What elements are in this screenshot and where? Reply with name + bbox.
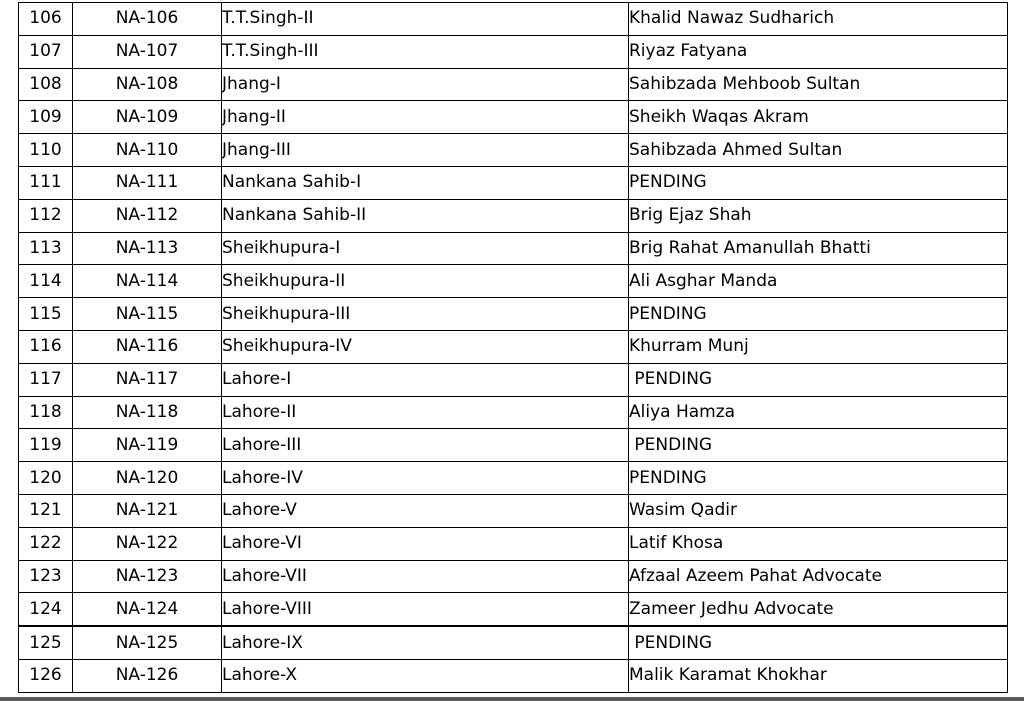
candidate-name-cell: PENDING: [629, 363, 1008, 396]
candidate-name-cell: Khurram Munj: [629, 330, 1008, 363]
serial-number-cell: 123: [19, 560, 73, 593]
constituency-code-cell: NA-115: [73, 298, 222, 331]
serial-number-cell: 109: [19, 101, 73, 134]
constituency-name-cell: Jhang-II: [222, 101, 629, 134]
constituency-name-cell: Lahore-IX: [222, 626, 629, 659]
candidate-name-cell: Malik Karamat Khokhar: [629, 659, 1008, 692]
constituency-name-cell: Sheikhupura-II: [222, 265, 629, 298]
table-row: [19, 462, 1008, 495]
candidate-name-cell: Khalid Nawaz Sudharich: [629, 3, 1008, 36]
constituency-code-cell: NA-111: [73, 166, 222, 199]
constituency-code-cell: NA-108: [73, 68, 222, 101]
serial-number-cell: 121: [19, 494, 73, 527]
constituency-code-cell: NA-107: [73, 35, 222, 68]
candidate-name-cell: Brig Rahat Amanullah Bhatti: [629, 232, 1008, 265]
serial-number-cell: 119: [19, 429, 73, 462]
candidate-name-cell: Brig Ejaz Shah: [629, 199, 1008, 232]
table-row: [19, 3, 1008, 36]
constituency-name-cell: Jhang-I: [222, 68, 629, 101]
constituency-code-cell: NA-122: [73, 527, 222, 560]
constituency-name-cell: Lahore-VIII: [222, 593, 629, 626]
table-row: [19, 494, 1008, 527]
serial-number-cell: 116: [19, 330, 73, 363]
constituency-code-cell: NA-119: [73, 429, 222, 462]
table-row: [19, 396, 1008, 429]
constituency-code-cell: NA-123: [73, 560, 222, 593]
candidates-table: [18, 2, 1008, 693]
candidate-name-cell: Riyaz Fatyana: [629, 35, 1008, 68]
table-row: [19, 134, 1008, 167]
constituency-code-cell: NA-118: [73, 396, 222, 429]
constituency-name-cell: Lahore-VI: [222, 527, 629, 560]
table-row: [19, 199, 1008, 232]
serial-number-cell: 122: [19, 527, 73, 560]
constituency-code-cell: NA-124: [73, 593, 222, 626]
candidate-name-cell: PENDING: [629, 626, 1008, 659]
candidate-name-cell: Wasim Qadir: [629, 494, 1008, 527]
constituency-code-cell: NA-121: [73, 494, 222, 527]
constituency-code-cell: NA-113: [73, 232, 222, 265]
serial-number-cell: 118: [19, 396, 73, 429]
constituency-code-cell: NA-114: [73, 265, 222, 298]
constituency-code-cell: NA-117: [73, 363, 222, 396]
serial-number-cell: 110: [19, 134, 73, 167]
table-row: [19, 166, 1008, 199]
table-row: [19, 659, 1008, 692]
serial-number-cell: 114: [19, 265, 73, 298]
table-row: [19, 527, 1008, 560]
table-row: [19, 68, 1008, 101]
constituency-name-cell: Lahore-III: [222, 429, 629, 462]
serial-number-cell: 120: [19, 462, 73, 495]
constituency-code-cell: NA-106: [73, 3, 222, 36]
constituency-name-cell: T.T.Singh-III: [222, 35, 629, 68]
constituency-code-cell: NA-112: [73, 199, 222, 232]
candidate-name-cell: Afzaal Azeem Pahat Advocate: [629, 560, 1008, 593]
table-row: [19, 232, 1008, 265]
constituency-name-cell: Nankana Sahib-I: [222, 166, 629, 199]
table-row: [19, 429, 1008, 462]
constituency-name-cell: Sheikhupura-IV: [222, 330, 629, 363]
serial-number-cell: 125: [19, 626, 73, 659]
candidate-name-cell: Ali Asghar Manda: [629, 265, 1008, 298]
candidate-name-cell: Sheikh Waqas Akram: [629, 101, 1008, 134]
candidate-name-cell: Zameer Jedhu Advocate: [629, 593, 1008, 626]
serial-number-cell: 108: [19, 68, 73, 101]
table-row: [19, 560, 1008, 593]
constituency-code-cell: NA-116: [73, 330, 222, 363]
constituency-code-cell: NA-126: [73, 659, 222, 692]
candidate-name-cell: PENDING: [629, 166, 1008, 199]
serial-number-cell: 115: [19, 298, 73, 331]
candidate-name-cell: Aliya Hamza: [629, 396, 1008, 429]
constituency-name-cell: Jhang-III: [222, 134, 629, 167]
table-row: [19, 363, 1008, 396]
table-row: [19, 298, 1008, 331]
table-row: [19, 626, 1008, 659]
table-row: [19, 101, 1008, 134]
constituency-name-cell: Lahore-IV: [222, 462, 629, 495]
table-row: [19, 593, 1008, 626]
constituency-name-cell: Nankana Sahib-II: [222, 199, 629, 232]
constituency-name-cell: T.T.Singh-II: [222, 3, 629, 36]
serial-number-cell: 111: [19, 166, 73, 199]
serial-number-cell: 126: [19, 659, 73, 692]
candidate-name-cell: PENDING: [629, 298, 1008, 331]
constituency-code-cell: NA-120: [73, 462, 222, 495]
constituency-code-cell: NA-125: [73, 626, 222, 659]
constituency-code-cell: NA-110: [73, 134, 222, 167]
constituency-name-cell: Lahore-II: [222, 396, 629, 429]
constituency-name-cell: Lahore-V: [222, 494, 629, 527]
serial-number-cell: 112: [19, 199, 73, 232]
candidates-table-body: [19, 3, 1008, 693]
constituency-name-cell: Sheikhupura-III: [222, 298, 629, 331]
viewer-bottom-edge: [0, 697, 1024, 701]
constituency-code-cell: NA-109: [73, 101, 222, 134]
serial-number-cell: 106: [19, 3, 73, 36]
candidate-name-cell: PENDING: [629, 462, 1008, 495]
candidate-name-cell: Sahibzada Mehboob Sultan: [629, 68, 1008, 101]
table-row: [19, 265, 1008, 298]
constituency-name-cell: Lahore-VII: [222, 560, 629, 593]
serial-number-cell: 107: [19, 35, 73, 68]
serial-number-cell: 113: [19, 232, 73, 265]
constituency-name-cell: Sheikhupura-I: [222, 232, 629, 265]
serial-number-cell: 117: [19, 363, 73, 396]
table-row: [19, 35, 1008, 68]
candidate-name-cell: Sahibzada Ahmed Sultan: [629, 134, 1008, 167]
candidate-name-cell: PENDING: [629, 429, 1008, 462]
constituency-name-cell: Lahore-I: [222, 363, 629, 396]
table-row: [19, 330, 1008, 363]
constituency-name-cell: Lahore-X: [222, 659, 629, 692]
serial-number-cell: 124: [19, 593, 73, 626]
candidate-name-cell: Latif Khosa: [629, 527, 1008, 560]
